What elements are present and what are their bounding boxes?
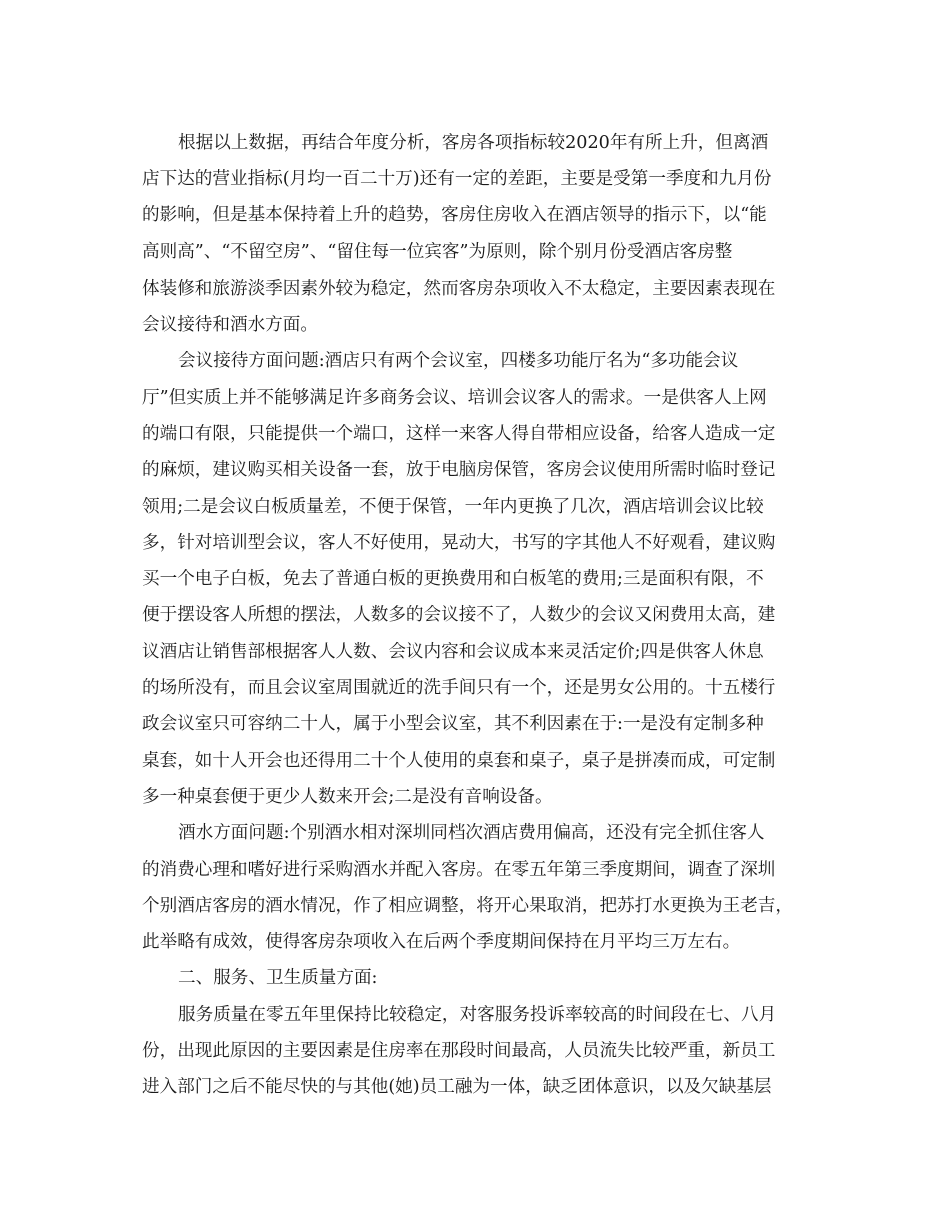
text-line-8: 厅”但实质上并不能够满足许多商务会议、培训会议客人的需求。一是供客人上网	[142, 388, 767, 408]
text-line-25: 服务质量在零五年里保持比较稳定，对客服务投诉率较高的时间段在七、八月	[178, 1005, 777, 1025]
text-line-1: 根据以上数据，再结合年度分析，客房各项指标较2020年有所上升，但离酒	[178, 133, 769, 153]
text-line-4: 高则高”、“不留空房”、“留住每一位宾客”为原则，除个别月份受酒店客房整	[142, 242, 733, 262]
text-line-23: 此举略有成效，使得客房杂项收入在后两个季度期间保持在月平均三万左右。	[142, 932, 741, 952]
text-line-20: 酒水方面问题:个别酒水相对深圳同档次酒店费用偏高，还没有完全抓住客人	[178, 823, 765, 843]
text-line-22: 个别酒店客房的酒水情况，作了相应调整，将开心果取消，把苏打水更换为王老吉，	[142, 896, 793, 916]
text-line-3: 的影响，但是基本保持着上升的趋势，客房住房收入在酒店领导的指示下，以“能	[142, 205, 767, 225]
text-line-11: 领用;二是会议白板质量差，不便于保管，一年内更换了几次，酒店培训会议比较	[142, 497, 764, 517]
text-line-19: 多一种桌套便于更少人数来开会;二是没有音响设备。	[142, 787, 553, 807]
text-line-6: 会议接待和酒水方面。	[142, 315, 318, 335]
text-line-24: 二、服务、卫生质量方面:	[178, 968, 378, 988]
text-line-17: 政会议室只可容纳二十人，属于小型会议室，其不利因素在于:一是没有定制多种	[142, 714, 764, 734]
text-line-2: 店下达的营业指标(月均一百二十万)还有一定的差距，主要是受第一季度和九月份	[142, 169, 772, 189]
text-line-13: 买一个电子白板，免去了普通白板的更换费用和白板笔的费用;三是面积有限，不	[142, 569, 764, 589]
text-line-21: 的消费心理和嗜好进行采购酒水并配入客房。在零五年第三季度期间，调查了深圳	[142, 860, 776, 880]
text-line-26: 份，出现此原因的主要因素是住房率在那段时间最高，人员流失比较严重，新员工	[142, 1041, 776, 1061]
text-line-10: 的麻烦，建议购买相关设备一套，放于电脑房保管，客房会议使用所需时临时登记	[142, 460, 776, 480]
text-line-12: 多，针对培训型会议，客人不好使用，晃动大，书写的字其他人不好观看，建议购	[142, 533, 776, 553]
text-line-18: 桌套，如十人开会也还得用二十个人使用的桌套和桌子，桌子是拼凑而成，可定制	[142, 751, 776, 771]
text-line-14: 便于摆设客人所想的摆法，人数多的会议接不了，人数少的会议又闲费用太高，建	[142, 605, 776, 625]
text-line-9: 的端口有限，只能提供一个端口，这样一来客人得自带相应设备，给客人造成一定	[142, 424, 776, 444]
text-line-7: 会议接待方面问题:酒店只有两个会议室，四楼多功能厅名为“多功能会议	[178, 351, 739, 371]
text-line-5: 体装修和旅游淡季因素外较为稳定，然而客房杂项收入不太稳定，主要因素表现在	[142, 279, 776, 299]
text-line-16: 的场所没有，而且会议室周围就近的洗手间只有一个，还是男女公用的。十五楼行	[142, 678, 776, 698]
text-line-15: 议酒店让销售部根据客人人数、会议内容和会议成本来灵活定价;四是供客人休息	[142, 642, 764, 662]
text-line-27: 进入部门之后不能尽快的与其他(她)员工融为一体，缺乏团体意识，以及欠缺基层	[142, 1077, 772, 1097]
